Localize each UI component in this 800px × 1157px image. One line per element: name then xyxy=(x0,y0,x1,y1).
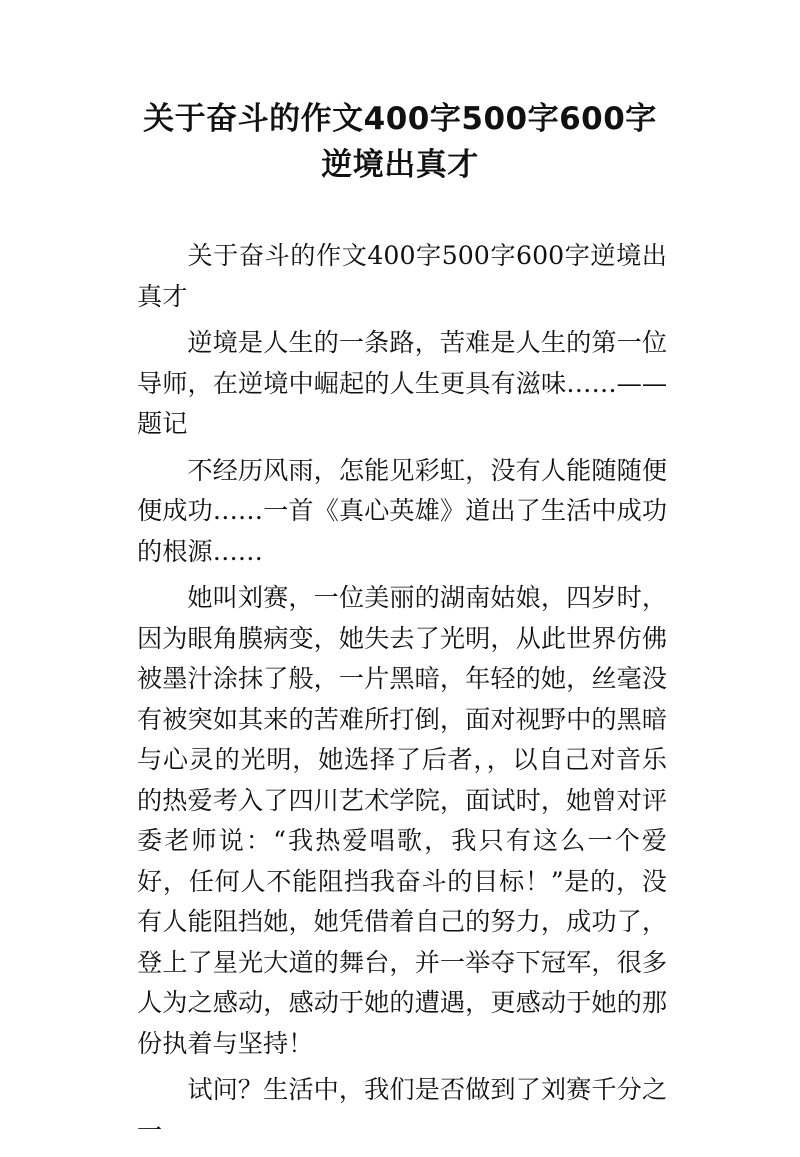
title-line-2: 逆境出真才 xyxy=(321,147,479,183)
paragraph-story: 她叫刘赛，一位美丽的湖南姑娘，四岁时，因为眼角膜病变，她失去了光明，从此世界仿佛被墨汁涂抹了般，一片黑暗，年轻的她，丝毫没有被突如其来的苦难所打倒，面对视野中的黑暗与心灵的光明，她选择了后者，，以自己对音乐的热爱考入了四川艺术学院，面试时，她曾对评委老师说：“我热爱唱歌，我只有这么一个爱好，任何人不能阻挡我奋斗的目标！”是的，没有人能阻挡她，她凭借着自己的努力，成功了，登上了星光大道的舞台，并一举夺下冠军，很多人为之感动，感动于她的遭遇，更感动于她的那份执着与坚持！ xyxy=(137,583,667,1058)
document-body xyxy=(137,236,667,1157)
title-line-1: 关于奋斗的作文400字500字600字 xyxy=(143,101,657,137)
paragraph-heading: 关于奋斗的作文400字500字600字逆境出真才 xyxy=(137,241,667,311)
paragraph-epigraph: 逆境是人生的一条路，苦难是人生的第一位导师，在逆境中崛起的人生更具有滋味……——题记 xyxy=(137,328,667,438)
document-title xyxy=(0,96,800,188)
paragraph-question: 试问？生活中，我们是否做到了刘赛千分之一 xyxy=(137,1075,667,1145)
paragraph-intro: 不经历风雨，怎能见彩虹，没有人能随随便便成功……一首《真心英雄》道出了生活中成功的根源…… xyxy=(137,455,667,566)
